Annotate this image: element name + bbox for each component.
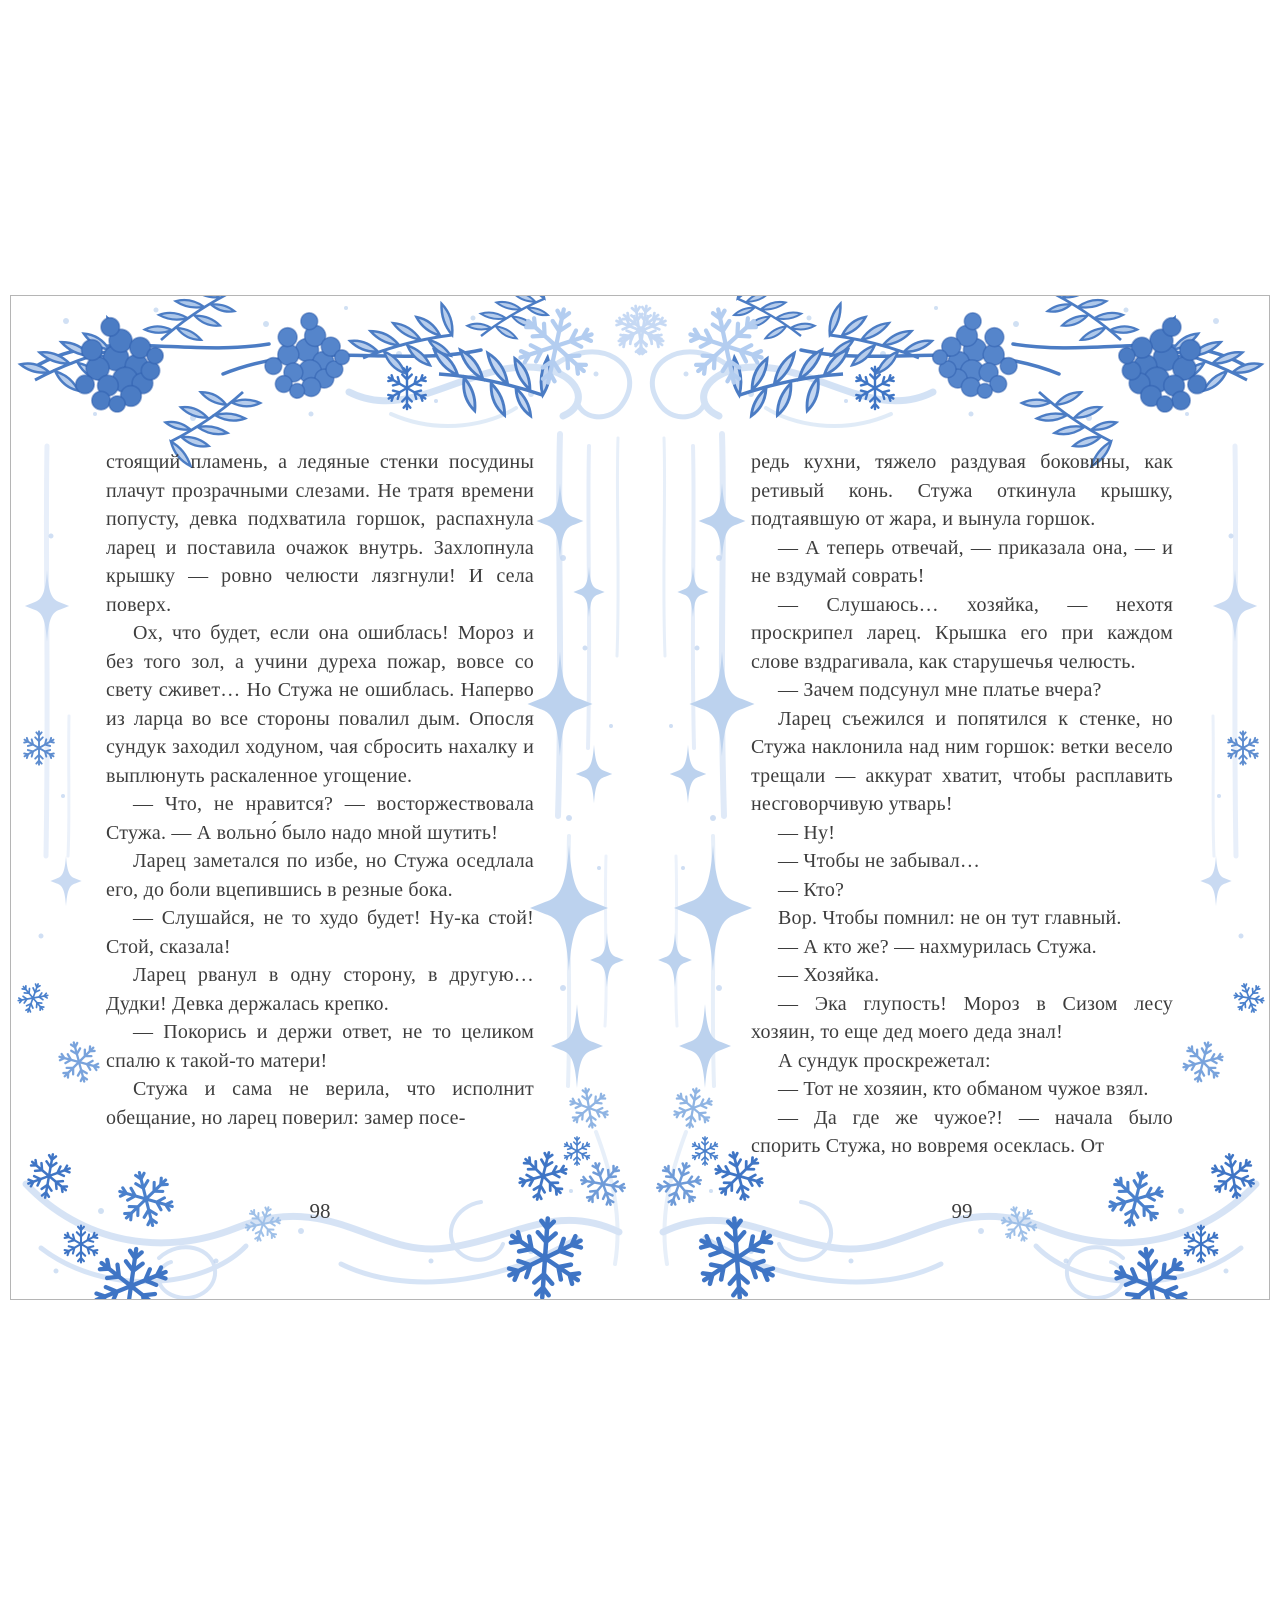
book-spread (10, 295, 1270, 1300)
paragraph: — Тот не хозяин, кто обманом чужое взял. (778, 1078, 1149, 1100)
paragraph: Стужа и сама не верила, что исполнит обещание, но ларец поверил: замер посе- (106, 1078, 534, 1129)
paragraph: — Слушайся, не то худо будет! Ну-ка стой! Стой, сказала! (106, 907, 534, 958)
paragraph: — Что, не нравится? — восторжествовала Стужа. — А вольно́ было надо мной шутить! (106, 793, 534, 844)
paragraph: — А теперь отвечай, — приказала она, — и не вздумай соврать! (751, 536, 1173, 587)
edge-frost-left (14, 446, 103, 1087)
paragraph: — Чтобы не забывал… (778, 850, 981, 872)
paragraph: Ларец съежился и попятился к стенке, но Стужа наклонила над ним горшок: ветки весело трещали — аккурат хватит, чтобы расплавить несговорчивую утварь! (751, 707, 1173, 815)
paragraph: Ох, что будет, если она ошиблась! Мороз и без того зол, а учини дуреха пожар, вовсе со свету сживет… Но Стужа не ошиблась. Наперво из ларца во все стороны повалил дым. Опосля сундук заходил ходуном, чая сбросить нахалку и выплюнуть раскаленное угощение. (106, 622, 534, 787)
spine-frost-left (528, 434, 624, 1088)
left-page-text (106, 448, 534, 1132)
paragraph: — Да где же чужое?! — начала было спорить Стужа, но вовремя осеклась. От (751, 1106, 1173, 1157)
left-page-number: 98 (309, 1199, 331, 1223)
paragraph: — Кто? (778, 878, 845, 901)
paragraph: Ларец рванул в одну сторону, в другую… Дудки! Девка держалась крепко. (106, 964, 534, 1015)
paragraph: — Эка глупость! Мороз в Сизом лесу хозяин, то еще дед моего деда знал! (751, 992, 1173, 1043)
edge-frost-right (1179, 446, 1268, 1087)
paragraph: — Зачем подсунул мне платье вчера? (778, 679, 1102, 701)
paragraph: — Слушаюсь… хозяйка, — нехотя проскрипел ларец. Крышка его при каждом слове вздрагивала, как старушечья челюсть. (751, 593, 1173, 673)
paragraph: стоящий пламень, а ледяные стенки посудины плачут прозрачными слезами. Не тратя времени попусту, девка подхватила горшок, распахнула ларец и поставила очажок внутрь. Захлопнула крышку — ровно челюсти лязгнули! И села поверх. (106, 451, 534, 616)
paragraph: редь кухни, тяжело раздувая боковины, как ретивый конь. Стужа откинула крышку, подтаявшую от жара, и вынула горшок. (751, 451, 1173, 530)
right-page-text (751, 448, 1173, 1161)
paragraph: — А кто же? — нахмурилась Стужа. (778, 935, 1097, 958)
paragraph: — Покорись и держи ответ, не то целиком спалю к такой-то матери! (106, 1021, 534, 1072)
top-ornament-right (616, 296, 1269, 470)
paragraph: Вор. Чтобы помнил: не он тут главный. (778, 907, 1122, 929)
paragraph: А сундук проскрежетал: (778, 1049, 991, 1072)
right-page-number: 99 (951, 1199, 973, 1223)
paragraph: — Ну! (778, 821, 836, 844)
paragraph: Ларец заметался по избе, но Стужа оседлала его, до боли вцепившись в резные бока. (106, 850, 534, 901)
top-ornament-left (13, 296, 666, 470)
paragraph: — Хозяйка. (778, 964, 880, 986)
spine-frost-right (658, 434, 754, 1088)
